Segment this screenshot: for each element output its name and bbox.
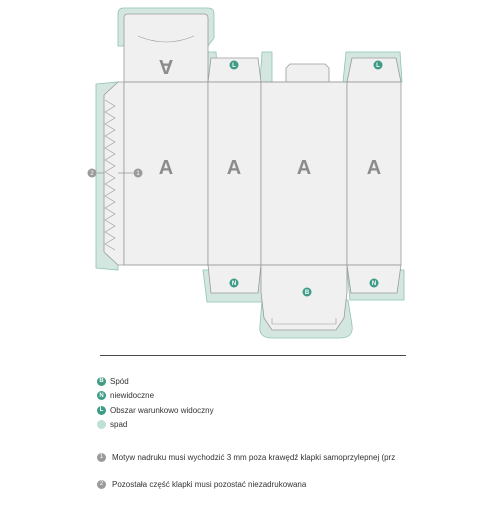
note-item bbox=[97, 451, 413, 463]
legend-item-niewidoczne bbox=[97, 389, 214, 404]
notes bbox=[97, 451, 413, 505]
badge-b-bottom: B bbox=[304, 290, 310, 297]
legend bbox=[97, 374, 214, 432]
bleed-swatch-icon bbox=[97, 420, 106, 429]
legend-item-obszar bbox=[97, 403, 214, 418]
divider bbox=[100, 355, 406, 356]
legend-label: Obszar warunkowo widoczny bbox=[110, 405, 214, 415]
callout-2: 2 bbox=[90, 171, 94, 178]
legend-label: Spód bbox=[110, 376, 129, 386]
badge-n-left: N bbox=[231, 281, 237, 288]
l-badge-icon: L bbox=[97, 406, 106, 415]
note-text: Motyw nadruku musi wychodzić 3 mm poza krawędź klapki samoprzylepnej (prz bbox=[112, 452, 396, 462]
top-flap-letter: A bbox=[158, 55, 174, 77]
legend-item-spad bbox=[97, 418, 214, 433]
note-item bbox=[97, 478, 413, 490]
callout-1: 1 bbox=[136, 171, 140, 178]
panel-letter-2: A bbox=[226, 157, 242, 179]
legend-label: niewidoczne bbox=[110, 391, 155, 401]
panel-letter-3: A bbox=[296, 157, 312, 179]
note-number-icon: 1 bbox=[97, 453, 106, 462]
b-badge-icon: B bbox=[97, 377, 106, 386]
panel-letter-4: A bbox=[366, 157, 382, 179]
dieline-panels bbox=[104, 14, 401, 330]
n-badge-icon: N bbox=[97, 391, 106, 400]
panel-letter-1: A bbox=[158, 157, 174, 179]
badge-l-left: L bbox=[232, 63, 236, 70]
badge-n-right: N bbox=[371, 281, 377, 288]
note-text: Pozostała część klapki musi pozostać niezadrukowana bbox=[112, 479, 307, 489]
legend-label: spad bbox=[110, 420, 128, 430]
note-number-icon: 2 bbox=[97, 480, 106, 489]
legend-item-spod bbox=[97, 374, 214, 389]
badge-l-right: L bbox=[376, 63, 380, 70]
